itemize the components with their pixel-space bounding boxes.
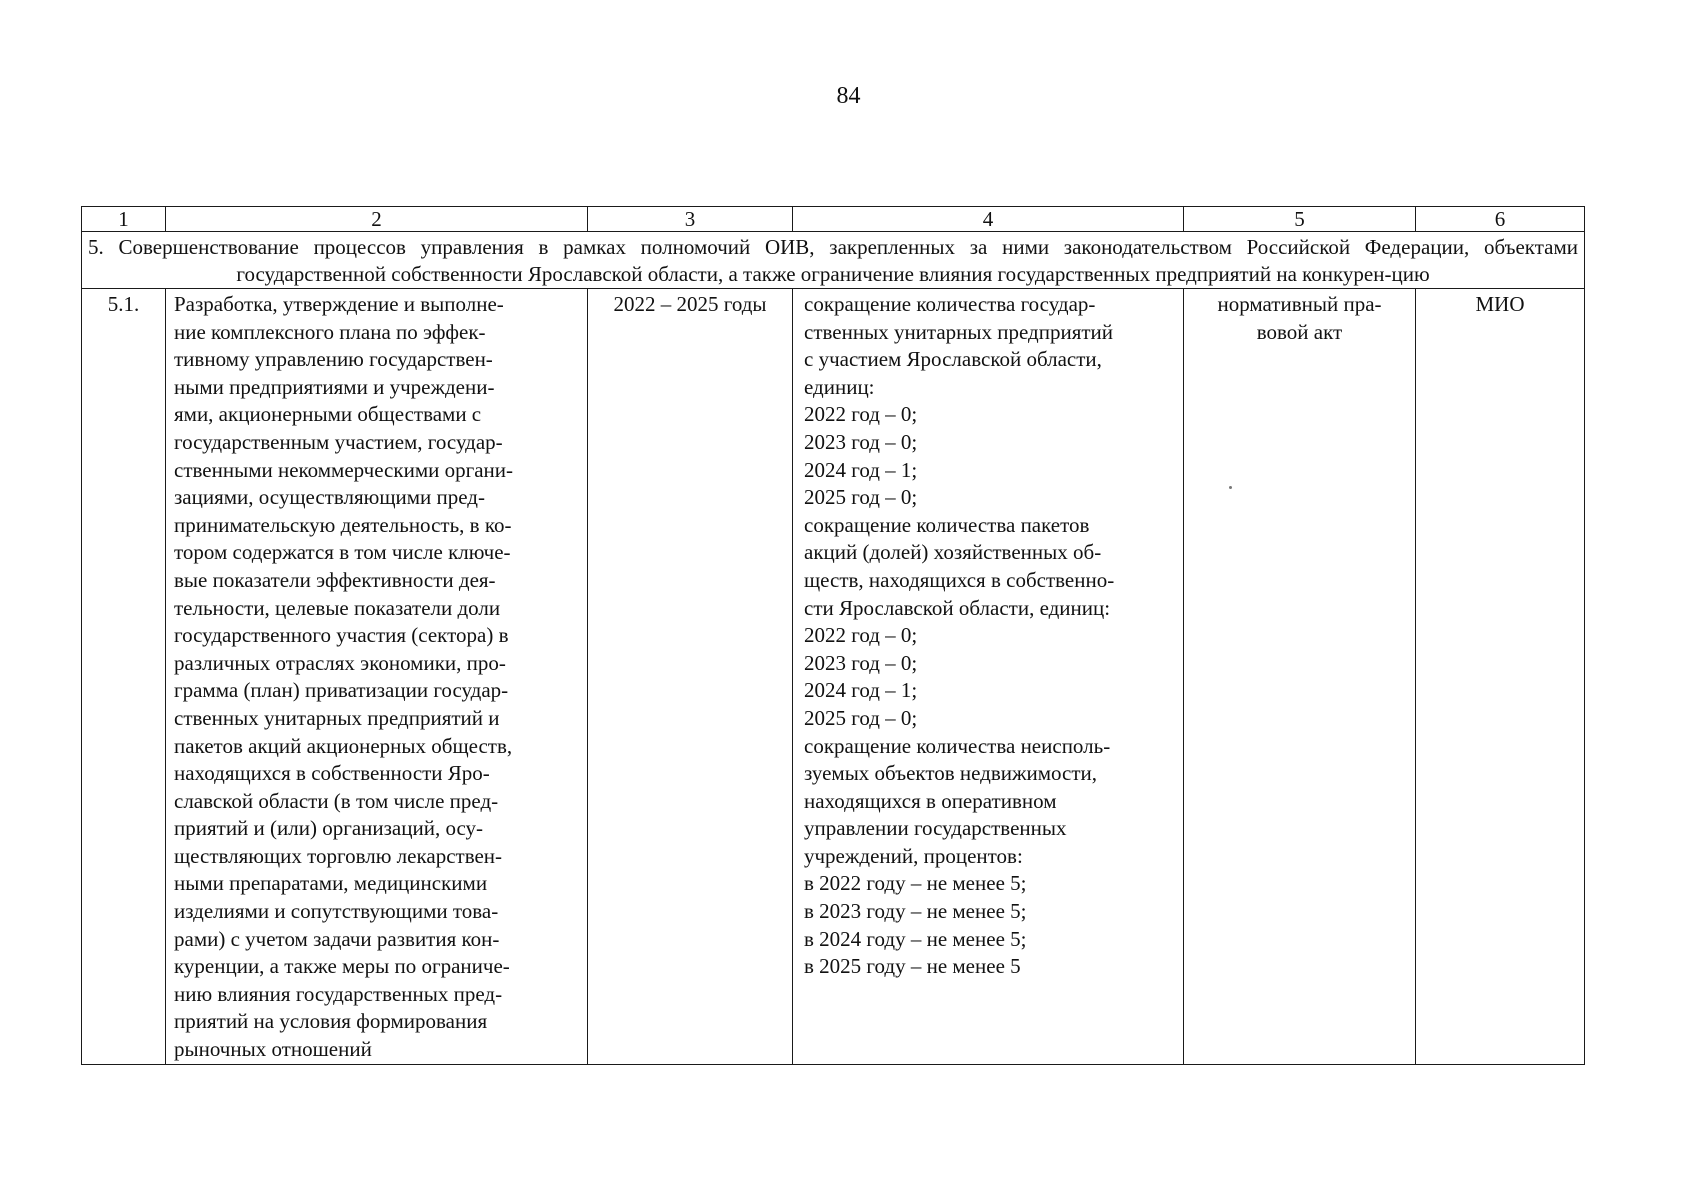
responsible-text: МИО xyxy=(1475,292,1525,316)
indicator-line: ществ, находящихся в собственно- xyxy=(804,567,1115,592)
target-indicators xyxy=(793,289,1184,1065)
document-table xyxy=(81,206,1585,1065)
description-line: нию влияния государственных пред- xyxy=(174,981,503,1006)
result-line: вовой акт xyxy=(1256,319,1343,344)
indicator-line: зуемых объектов недвижимости, xyxy=(804,761,1098,786)
table-row xyxy=(82,289,1585,1065)
indicator-line: 2024 год – 1; xyxy=(804,678,918,703)
indicator-line: управлении государственных xyxy=(804,816,1067,841)
description-line: рами) с учетом задачи развития кон- xyxy=(174,926,500,951)
description-line: грамма (план) приватизации государ- xyxy=(174,678,509,703)
description-line: славской области (в том числе пред- xyxy=(174,788,499,813)
description-line: вые показатели эффективности дея- xyxy=(174,567,496,592)
description-line: Разработка, утверждение и выполне- xyxy=(174,292,504,316)
indicator-line: учреждений, процентов: xyxy=(804,843,1023,868)
description-line: пакетов акций акционерных обществ, xyxy=(174,733,513,758)
description-line: принимательскую деятельность, в ко- xyxy=(174,512,512,537)
column-number-6: 6 xyxy=(1416,207,1585,232)
indicator-line: 2023 год – 0; xyxy=(804,650,918,675)
indicator-line: 2025 год – 0; xyxy=(804,705,918,730)
indicator-line: 2025 год – 0; xyxy=(804,485,918,510)
description-line: ществляющих торговлю лекарствен- xyxy=(174,843,503,868)
description-line: зациями, осуществляющими пред- xyxy=(174,485,485,510)
indicator-line: с участием Ярославской области, xyxy=(804,347,1102,372)
column-number-1: 1 xyxy=(82,207,166,232)
description-line: ными предприятиями и учреждени- xyxy=(174,374,495,399)
indicator-line: в 2023 году – не менее 5; xyxy=(804,899,1027,924)
indicator-line: 2022 год – 0; xyxy=(804,402,918,427)
description-line: ственными некоммерческими органи- xyxy=(174,457,513,482)
indicator-line: единиц: xyxy=(804,374,875,399)
indicator-line: 2022 год – 0; xyxy=(804,623,918,648)
indicator-line: сокращение количества неисполь- xyxy=(804,733,1111,758)
responsible-executor xyxy=(1416,289,1585,1065)
description-line: государственного участия (сектора) в xyxy=(174,623,509,648)
description-line: тором содержатся в том числе ключе- xyxy=(174,540,511,565)
column-number-5: 5 xyxy=(1184,207,1416,232)
row-number: 5.1. xyxy=(82,289,166,1065)
indicator-line: в 2025 году – не менее 5 xyxy=(804,954,1021,979)
description-line: находящихся в собственности Яро- xyxy=(174,761,490,786)
column-number-2: 2 xyxy=(166,207,588,232)
description-line: тельности, целевые показатели доли xyxy=(174,595,501,620)
description-line: рыночных отношений xyxy=(174,1037,372,1062)
column-number-3: 3 xyxy=(588,207,793,232)
indicator-line: сокращение количества государ- xyxy=(804,292,1096,316)
indicator-line: 2024 год – 1; xyxy=(804,457,918,482)
indicator-line: ственных унитарных предприятий xyxy=(804,319,1114,344)
result-line: нормативный пра- xyxy=(1217,292,1382,316)
description-line: ние комплексного плана по эффек- xyxy=(174,319,486,344)
measure-description xyxy=(166,289,588,1065)
indicator-line: сокращение количества пакетов xyxy=(804,512,1090,537)
indicator-line: находящихся в оперативном xyxy=(804,788,1057,813)
description-line: тивному управлению государствен- xyxy=(174,347,493,372)
description-line: ными препаратами, медицинскими xyxy=(174,871,488,896)
description-line: ственных унитарных предприятий и xyxy=(174,705,500,730)
description-line: ями, акционерными обществами с xyxy=(174,402,482,427)
indicator-line: в 2022 году – не менее 5; xyxy=(804,871,1027,896)
period-text: 2022 – 2025 годы xyxy=(613,292,767,316)
description-line: государственным участием, государ- xyxy=(174,429,503,454)
indicator-line: сти Ярославской области, единиц: xyxy=(804,595,1111,620)
description-line: изделиями и сопутствующими това- xyxy=(174,899,499,924)
column-number-row xyxy=(82,207,1585,232)
expected-result xyxy=(1184,289,1416,1065)
indicator-line: акций (долей) хозяйственных об- xyxy=(804,540,1102,565)
indicator-line: в 2024 году – не менее 5; xyxy=(804,926,1027,951)
description-line: приятий и (или) организаций, осу- xyxy=(174,816,484,841)
page-number: 84 xyxy=(836,83,861,109)
indicator-line: 2023 год – 0; xyxy=(804,429,918,454)
section-cell xyxy=(82,232,1585,289)
implementation-period xyxy=(588,289,793,1065)
section-row xyxy=(82,232,1585,289)
column-number-4: 4 xyxy=(793,207,1184,232)
scan-speck xyxy=(1229,486,1232,489)
description-line: различных отраслях экономики, про- xyxy=(174,650,506,675)
description-line: куренции, а также меры по ограниче- xyxy=(174,954,510,979)
description-line: приятий на условия формирования xyxy=(174,1009,488,1034)
section-title: 5. Совершенствование процессов управления в рамках полномочий ОИВ, закрепленных за ними законодательством Российской Федерации, объектами государственной собственности Ярославской области, а также ограничение влияния государственных предприятий на конкурен-цию xyxy=(88,235,1578,286)
